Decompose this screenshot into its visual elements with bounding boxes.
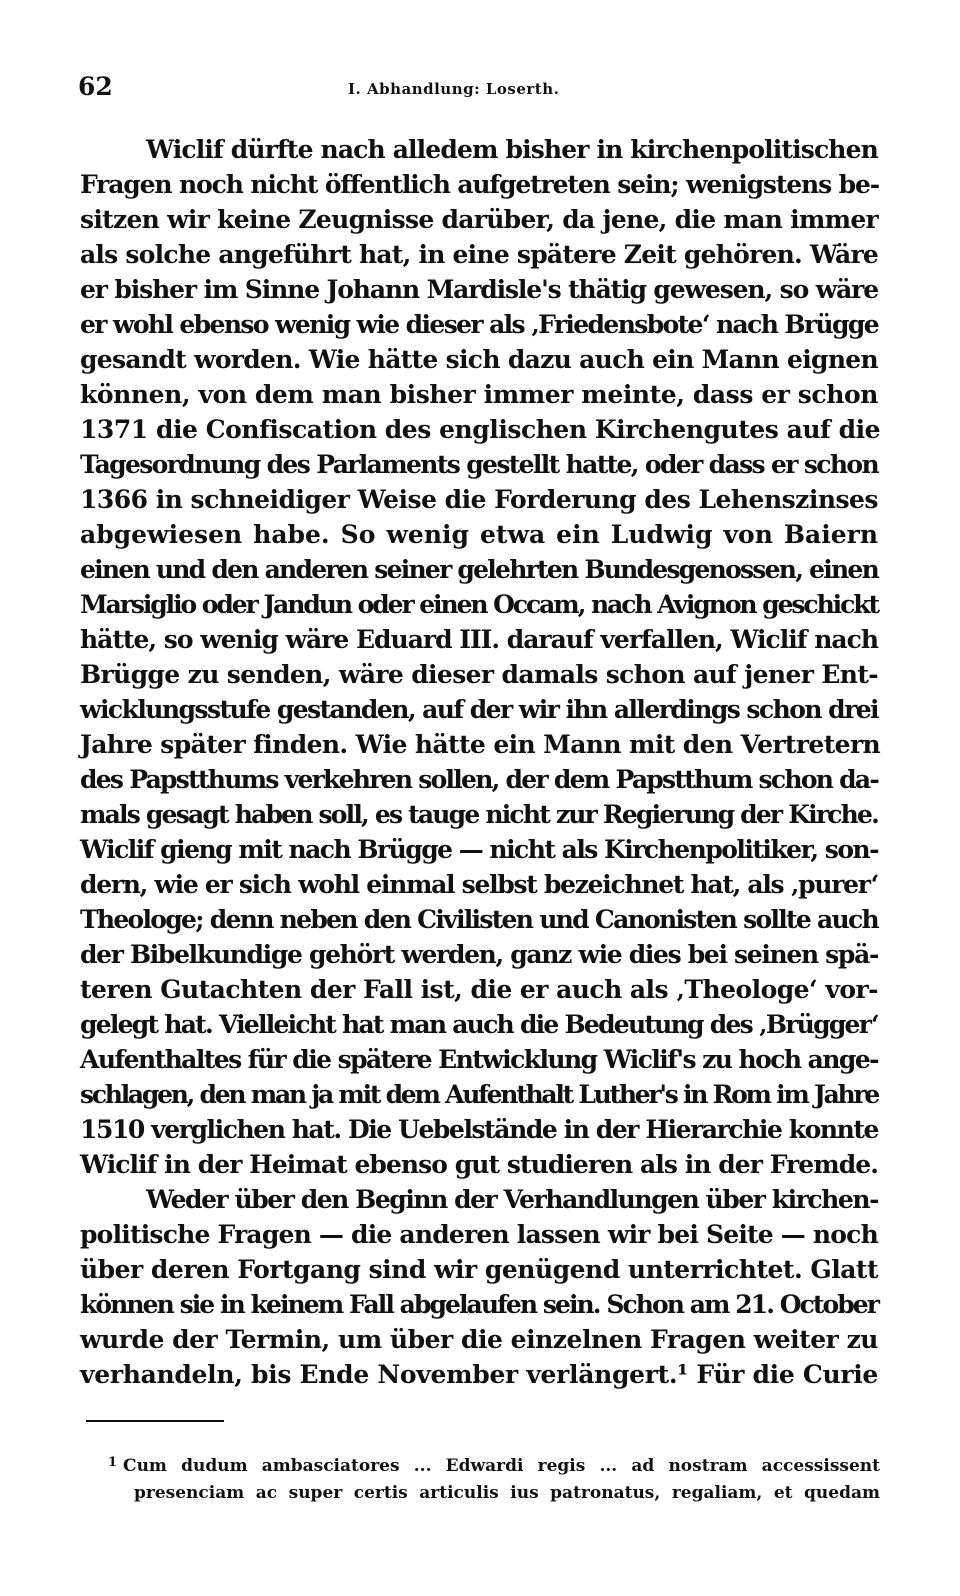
text-line: über deren Fortgang sind wir genügend unterrichtet. Glatt (80, 1255, 878, 1284)
text-line: Theologe; denn neben den Civilisten und Canonisten sollte auch (80, 905, 878, 934)
text-line: teren Gutachten der Fall ist, die er auch als ‚Theologe‘ vor- (80, 975, 878, 1004)
text-line: können, von dem man bisher immer meinte, dass er schon (80, 380, 878, 409)
text-line: er wohl ebenso wenig wie dieser als ‚Friedensbote‘ nach Brügge (80, 310, 878, 339)
text-line: 1371 die Confiscation des englischen Kirchengutes auf die (80, 415, 881, 444)
text-line: dern, wie er sich wohl einmal selbst bezeichnet hat, als ‚purer‘ (80, 870, 878, 899)
text-line: abgewiesen habe. So wenig etwa ein Ludwig von Baiern (80, 520, 878, 549)
text-line: Weder über den Beginn der Verhandlungen über kirchen- (146, 1185, 878, 1214)
text-line: einen und den anderen seiner gelehrten Bundesgenossen, einen (80, 555, 878, 584)
running-head: I. Abhandlung: Loserth. (348, 80, 560, 98)
text-line: als solche angeführt hat, in eine spätere Zeit gehören. Wäre (80, 240, 878, 269)
text-line: Fragen noch nicht öffentlich aufgetreten sein; wenigstens be- (80, 170, 879, 199)
page-header (78, 72, 880, 104)
text-line: des Papstthums verkehren sollen, der dem Papstthum schon da- (80, 765, 878, 794)
footnotes (108, 1448, 880, 1508)
text-line: gelegt hat. Vielleicht hat man auch die Bedeutung des ‚Brügger‘ (80, 1010, 878, 1039)
footnote-divider (86, 1420, 224, 1422)
text-line: hätte, so wenig wäre Eduard III. darauf verfallen, Wiclif nach (80, 625, 878, 654)
text-line: politische Fragen — die anderen lassen wir bei Seite — noch (80, 1220, 878, 1249)
footnote-mark: 1 (108, 1455, 118, 1470)
text-line: mals gesagt haben soll, es tauge nicht zur Regierung der Kirche. (80, 800, 878, 829)
text-line: Tagesordnung des Parlaments gestellt hatte, oder dass er schon (80, 450, 878, 479)
text-line: Brügge zu senden, wäre dieser damals schon auf jener Ent- (80, 660, 878, 689)
text-line: verhandeln, bis Ende November verlängert.¹ Für die Curie (80, 1360, 878, 1389)
text-line: sitzen wir keine Zeugnisse darüber, da jene, die man immer (80, 205, 878, 234)
text-line: Wiclif in der Heimat ebenso gut studieren als in der Fremde. (80, 1150, 878, 1179)
text-line: können sie in keinem Fall abgelaufen sein. Schon am 21. October (80, 1290, 879, 1319)
footnote-line: presenciam ac super certis articulis ius patronatus, regaliam, et quedam (134, 1483, 880, 1503)
text-line: Jahre später finden. Wie hätte ein Mann mit den Vertretern (80, 730, 881, 759)
body-text (80, 132, 881, 1392)
footnote-text: Cum dudum ambasciatores ... Edwardi regis ... ad nostram accessissent (123, 1456, 880, 1476)
text-line: Aufenthaltes für die spätere Entwicklung Wiclif's zu hoch ange- (80, 1045, 878, 1074)
text-line: schlagen, den man ja mit dem Aufenthalt Luther's in Rom im Jahre (80, 1080, 878, 1109)
text-line: Wiclif dürfte nach alledem bisher in kirchenpolitischen (146, 135, 878, 164)
text-line: Wiclif gieng mit nach Brügge — nicht als Kirchenpolitiker, son- (80, 835, 878, 864)
text-line: 1510 verglichen hat. Die Uebelstände in der Hierarchie konnte (80, 1115, 878, 1144)
text-line: der Bibelkundige gehört werden, ganz wie dies bei seinen spä- (80, 940, 878, 969)
text-line: gesandt worden. Wie hätte sich dazu auch ein Mann eignen (80, 345, 878, 374)
text-line: 1366 in schneidiger Weise die Forderung des Lehenszinses (80, 485, 878, 514)
text-line: wicklungsstufe gestanden, auf der wir ihn allerdings schon drei (80, 695, 878, 724)
text-line: wurde der Termin, um über die einzelnen Fragen weiter zu (80, 1325, 878, 1354)
footnote-line (108, 1448, 880, 1478)
text-line: er bisher im Sinne Johann Mardisle's thätig gewesen, so wäre (80, 275, 878, 304)
text-line: Marsiglio oder Jandun oder einen Occam, nach Avignon geschickt (80, 590, 878, 619)
page-number: 62 (78, 72, 113, 101)
